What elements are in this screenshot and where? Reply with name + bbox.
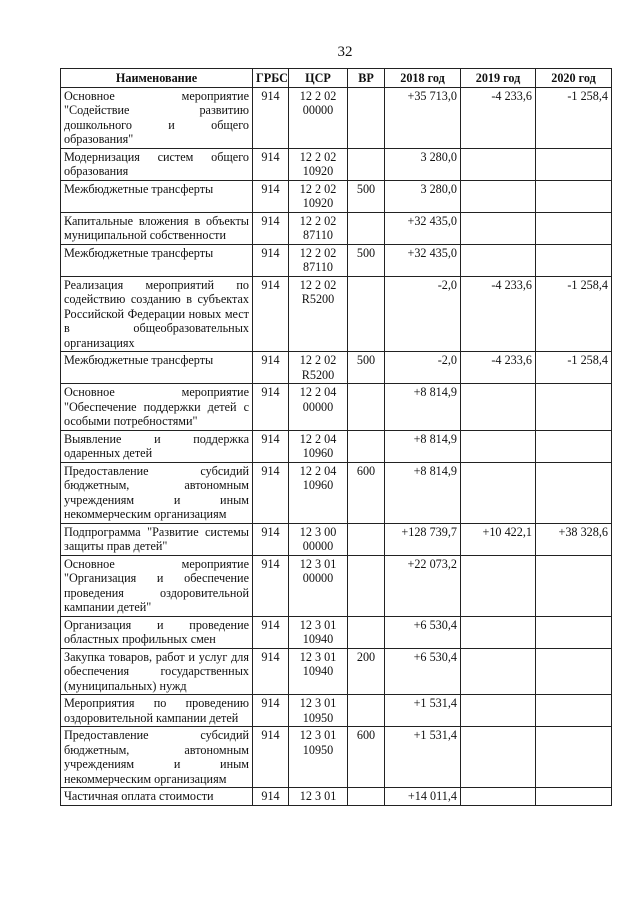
cell-2018: 3 280,0 [385, 148, 461, 180]
cell-name: Модернизация систем общего образования [61, 148, 253, 180]
cell-vr [348, 523, 385, 555]
table-row [61, 695, 612, 727]
header-vr: ВР [348, 69, 385, 88]
cell-2018: +35 713,0 [385, 87, 461, 148]
cell-vr: 200 [348, 648, 385, 695]
cell-2019 [461, 180, 536, 212]
cell-vr [348, 616, 385, 648]
page-number: 32 [337, 44, 353, 60]
cell-name: Подпрограмма "Развитие системы защиты прав детей" [61, 523, 253, 555]
cell-2020: +38 328,6 [536, 523, 612, 555]
cell-2019 [461, 555, 536, 616]
cell-csr: 12 2 04 10960 [289, 462, 348, 523]
cell-2019: -4 233,6 [461, 87, 536, 148]
cell-2018: 3 280,0 [385, 180, 461, 212]
cell-2020: -1 258,4 [536, 352, 612, 384]
cell-csr: 12 2 04 00000 [289, 384, 348, 431]
cell-grbs: 914 [253, 648, 289, 695]
header-row [61, 69, 612, 88]
cell-name: Реализация мероприятий по содействию созданию в субъектах Российской Федерации новых мест в общеобразовательных организациях [61, 276, 253, 352]
cell-name: Межбюджетные трансферты [61, 352, 253, 384]
table-row [61, 616, 612, 648]
cell-vr: 500 [348, 352, 385, 384]
cell-csr: 12 3 01 10940 [289, 616, 348, 648]
cell-csr: 12 3 01 10940 [289, 648, 348, 695]
cell-grbs: 914 [253, 244, 289, 276]
table-row [61, 384, 612, 431]
cell-csr: 12 2 04 10960 [289, 430, 348, 462]
cell-vr [348, 212, 385, 244]
cell-grbs: 914 [253, 727, 289, 788]
cell-2019 [461, 727, 536, 788]
cell-name: Основное мероприятие "Содействие развитию дошкольного и общего образования" [61, 87, 253, 148]
budget-table [60, 68, 612, 806]
table-row [61, 276, 612, 352]
cell-2018: +128 739,7 [385, 523, 461, 555]
cell-name: Предоставление субсидий бюджетным, автономным учреждениям и иным некоммерческим организациям [61, 727, 253, 788]
cell-2019 [461, 788, 536, 806]
cell-2018: +8 814,9 [385, 430, 461, 462]
cell-name: Выявление и поддержка одаренных детей [61, 430, 253, 462]
cell-csr: 12 3 01 10950 [289, 727, 348, 788]
cell-csr: 12 2 02 R5200 [289, 352, 348, 384]
cell-csr: 12 2 02 87110 [289, 244, 348, 276]
cell-csr: 12 2 02 10920 [289, 148, 348, 180]
cell-2019 [461, 148, 536, 180]
cell-2020 [536, 616, 612, 648]
cell-2019: -4 233,6 [461, 276, 536, 352]
cell-vr: 600 [348, 727, 385, 788]
table-row [61, 212, 612, 244]
header-2019: 2019 год [461, 69, 536, 88]
cell-2020 [536, 148, 612, 180]
cell-vr [348, 788, 385, 806]
cell-2018: +1 531,4 [385, 695, 461, 727]
table-row [61, 430, 612, 462]
cell-vr: 500 [348, 180, 385, 212]
cell-grbs: 914 [253, 462, 289, 523]
header-grbs: ГРБС [253, 69, 289, 88]
table-row [61, 244, 612, 276]
cell-grbs: 914 [253, 555, 289, 616]
cell-csr: 12 3 01 10950 [289, 695, 348, 727]
cell-2018: +32 435,0 [385, 212, 461, 244]
cell-2018: +8 814,9 [385, 384, 461, 431]
cell-grbs: 914 [253, 87, 289, 148]
cell-2019: +10 422,1 [461, 523, 536, 555]
cell-2020 [536, 430, 612, 462]
cell-vr [348, 430, 385, 462]
cell-csr: 12 3 01 [289, 788, 348, 806]
cell-2019 [461, 244, 536, 276]
header-2018: 2018 год [385, 69, 461, 88]
cell-name: Предоставление субсидий бюджетным, автономным учреждениям и иным некоммерческим организациям [61, 462, 253, 523]
cell-csr: 12 2 02 00000 [289, 87, 348, 148]
cell-2019 [461, 212, 536, 244]
cell-csr: 12 2 02 87110 [289, 212, 348, 244]
cell-grbs: 914 [253, 212, 289, 244]
cell-name: Межбюджетные трансферты [61, 244, 253, 276]
cell-2020 [536, 180, 612, 212]
cell-grbs: 914 [253, 384, 289, 431]
cell-name: Основное мероприятие "Организация и обеспечение проведения оздоровительной кампании детей" [61, 555, 253, 616]
cell-2020 [536, 648, 612, 695]
cell-name: Организация и проведение областных профильных смен [61, 616, 253, 648]
cell-2020: -1 258,4 [536, 276, 612, 352]
cell-name: Закупка товаров, работ и услуг для обеспечения государственных (муниципальных) нужд [61, 648, 253, 695]
cell-2018: -2,0 [385, 352, 461, 384]
cell-grbs: 914 [253, 276, 289, 352]
table-row [61, 788, 612, 806]
cell-2018: +32 435,0 [385, 244, 461, 276]
cell-vr [348, 276, 385, 352]
cell-grbs: 914 [253, 148, 289, 180]
table-row [61, 555, 612, 616]
cell-vr [348, 384, 385, 431]
cell-name: Мероприятия по проведению оздоровительной кампании детей [61, 695, 253, 727]
cell-vr [348, 695, 385, 727]
cell-name: Основное мероприятие "Обеспечение поддержки детей с особыми потребностями" [61, 384, 253, 431]
cell-2020: -1 258,4 [536, 87, 612, 148]
cell-grbs: 914 [253, 430, 289, 462]
cell-2018: -2,0 [385, 276, 461, 352]
cell-2019 [461, 695, 536, 727]
cell-grbs: 914 [253, 616, 289, 648]
cell-vr: 600 [348, 462, 385, 523]
cell-2019 [461, 462, 536, 523]
cell-2018: +8 814,9 [385, 462, 461, 523]
cell-2019 [461, 648, 536, 695]
cell-name: Межбюджетные трансферты [61, 180, 253, 212]
header-name: Наименование [61, 69, 253, 88]
cell-2020 [536, 788, 612, 806]
header-csr: ЦСР [289, 69, 348, 88]
cell-grbs: 914 [253, 695, 289, 727]
cell-vr [348, 555, 385, 616]
cell-csr: 12 2 02 10920 [289, 180, 348, 212]
cell-grbs: 914 [253, 352, 289, 384]
cell-2018: +1 531,4 [385, 727, 461, 788]
table-row [61, 523, 612, 555]
cell-name: Капитальные вложения в объекты муниципальной собственности [61, 212, 253, 244]
cell-2020 [536, 727, 612, 788]
cell-grbs: 914 [253, 788, 289, 806]
table-row [61, 87, 612, 148]
cell-2019 [461, 384, 536, 431]
cell-grbs: 914 [253, 180, 289, 212]
cell-2019: -4 233,6 [461, 352, 536, 384]
table-row [61, 180, 612, 212]
cell-2018: +14 011,4 [385, 788, 461, 806]
cell-vr [348, 87, 385, 148]
cell-2020 [536, 462, 612, 523]
cell-csr: 12 2 02 R5200 [289, 276, 348, 352]
cell-name: Частичная оплата стоимости [61, 788, 253, 806]
cell-2019 [461, 430, 536, 462]
cell-2020 [536, 212, 612, 244]
cell-csr: 12 3 00 00000 [289, 523, 348, 555]
cell-2020 [536, 384, 612, 431]
cell-csr: 12 3 01 00000 [289, 555, 348, 616]
cell-vr [348, 148, 385, 180]
cell-vr: 500 [348, 244, 385, 276]
cell-2018: +6 530,4 [385, 648, 461, 695]
cell-2020 [536, 695, 612, 727]
cell-2020 [536, 555, 612, 616]
cell-2018: +6 530,4 [385, 616, 461, 648]
table-row [61, 727, 612, 788]
header-2020: 2020 год [536, 69, 612, 88]
table-row [61, 462, 612, 523]
cell-2018: +22 073,2 [385, 555, 461, 616]
table-row [61, 648, 612, 695]
cell-grbs: 914 [253, 523, 289, 555]
cell-2020 [536, 244, 612, 276]
table-row [61, 352, 612, 384]
cell-2019 [461, 616, 536, 648]
table-row [61, 148, 612, 180]
